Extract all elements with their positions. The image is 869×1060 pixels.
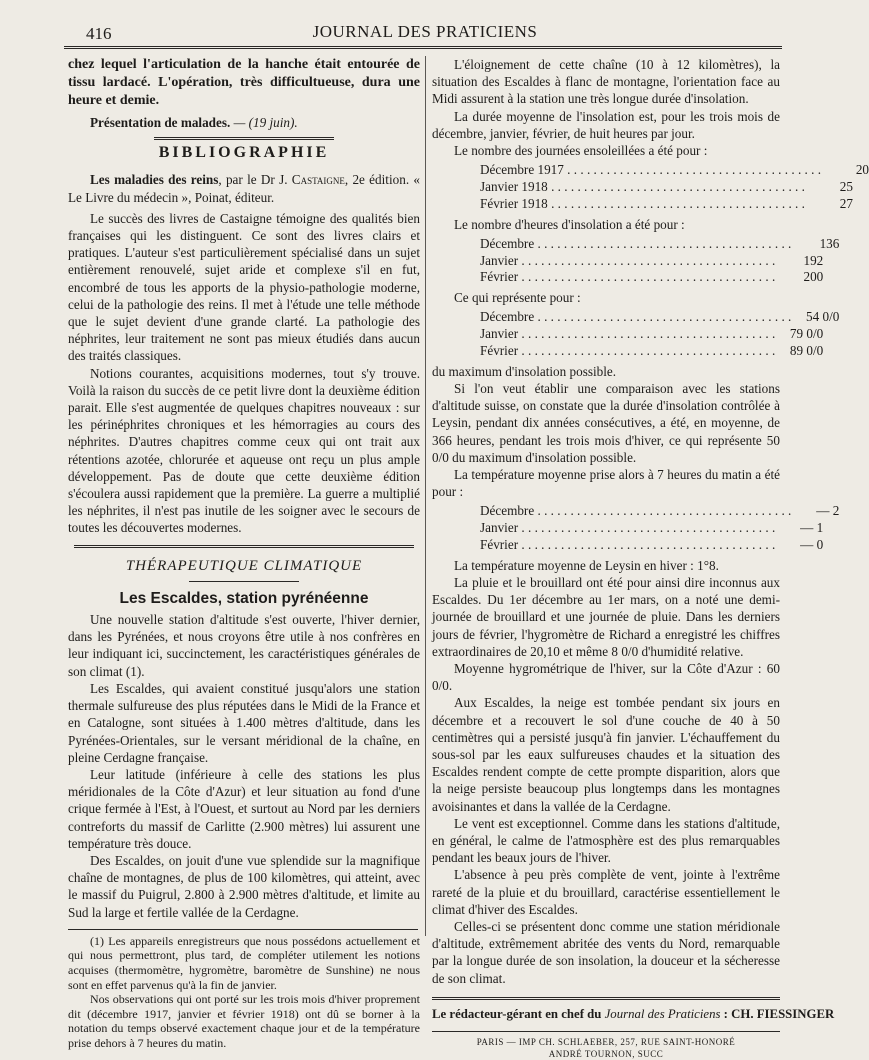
page-number: 416 (86, 24, 112, 43)
table-row (480, 502, 840, 519)
right-paragraph-8: La température moyenne prise alors à 7 heures du matin a été pour : (432, 467, 780, 500)
row-label: Février . . . (480, 268, 775, 285)
presentation-label: Présentation de malades. (90, 115, 231, 130)
table-row (480, 195, 853, 212)
table-row (480, 325, 824, 342)
right-paragraph-1: L'éloignement de cette chaîne (10 à 12 kilomètres), la situation des Escaldes à flanc de montagne, l'orientation face au Midi assurent à la station une très longue durée d'insolation. (432, 57, 780, 107)
signature-journal: Journal des Praticiens (604, 1006, 721, 1021)
row-value: 192 (803, 252, 824, 268)
row-label: Décembre . . . (480, 502, 791, 519)
right-paragraph-13: Le vent est exceptionnel. Comme dans les stations d'altitude, en général, le calme de l'atmosphère est des plus remarquables pendant les beaux jours de l'hiver. (432, 815, 780, 866)
footnote-1: (1) Les appareils enregistreurs que nous possédons actuellement et qui nous permettront, plus tard, de compléter utilement les notions acquises (thermomètre, hygromètre, baromètre de Sunshine) ne nous sont en effet parvenus qu'à la fin de janvier. (68, 933, 420, 992)
right-paragraph-11: Moyenne hygrométrique de l'hiver, sur la Côte d'Azur : 60 0/0. (432, 661, 780, 694)
right-paragraph-4: Le nombre d'heures d'insolation a été pour : (454, 216, 685, 232)
header-rule (64, 46, 782, 49)
bibliography-rule (154, 137, 334, 140)
row-value: 89 0/0 (789, 343, 824, 358)
journal-title: JOURNAL DES PRATICIENS (312, 22, 538, 41)
row-label: Février . . . (480, 342, 775, 359)
row-value: 27 (839, 195, 853, 211)
row-label: Janvier . . . (480, 519, 775, 536)
table-row (480, 235, 840, 252)
row-value: 200 (803, 269, 824, 285)
right-paragraph-9: La température moyenne de Leysin en hiver : 1°8. (454, 557, 719, 573)
footnote-rule (68, 929, 418, 930)
book-details: , 2e édition. « Le Livre du médecin », Poinat, éditeur. (68, 172, 420, 205)
printer-line-2: ANDRÉ TOURNON, SUCC (548, 1049, 664, 1060)
article-paragraph-3: Leur latitude (inférieure à celle des stations les plus méridionales de la Côte d'Azur) et leur situation au fond d'une crique fermée à l'Est, à l'Ouest, et surtout au Nord par les derniers contreforts du massif de Carlitte (2.900 mètres) lui assurent une température très douce. (68, 766, 420, 851)
right-paragraph-3: Le nombre des journées ensoleillées a été pour : (454, 143, 708, 159)
book-title: Les maladies des reins (90, 172, 219, 188)
article-paragraph-4: Des Escaldes, on jouit d'une vue splendide sur la magnifique chaîne de montagnes, de plus de 100 kilomètres, qui atteint, avec le massif du Puigrul, 2.800 à 2.900 mètres d'altitude, et limite au Sud la large et fertile vallée de la Cerdagne. (68, 852, 420, 920)
row-label: Janvier 1918 . . . (480, 178, 805, 195)
right-paragraph-7: Si l'on veut établir une comparaison avec les stations d'altitude suisse, on constate que la durée d'insolation contrôlée à Leysin, pendant dix années consécutives, a été, en moyenne, de 366 heures, pendant les trois mois d'hiver, ce qui représente 50 0/0 du maximum d'insolation possible. (432, 381, 780, 465)
table-row (480, 252, 824, 269)
printer-imprint (432, 1036, 780, 1060)
sunshine-percent-table (480, 308, 840, 358)
left-column (68, 56, 420, 1050)
temperature-table (480, 502, 840, 553)
row-value: 25 (839, 179, 853, 195)
row-value: 136 (819, 235, 840, 251)
row-label: Décembre . . . (480, 235, 791, 252)
therapeutique-rule (74, 545, 414, 548)
right-paragraph-15: Celles-ci se présentent donc comme une station méridionale d'altitude, extrêmement abritée des vents du Nord, remarquable par la longue durée de son insolation, la douceur et la sécheresse de son climat. (432, 919, 780, 986)
right-column (432, 56, 869, 1060)
row-value: 54 0/0 (806, 309, 840, 325)
printer-rule (432, 1031, 780, 1032)
presentation-line (68, 114, 420, 131)
row-label: Janvier . . . (480, 325, 775, 342)
right-paragraph-10: La pluie et le brouillard ont été pour ainsi dire inconnus aux Escaldes. Du 1er décembre au 1er mars, on a noté une demi-journée de brouillard et une journée de pluie. Dans les derniers jours de février, l'hygromètre de Richard a enregistré les chiffres extraordinaires de 20,10 et même 8 0/0 d'humidité relative. (432, 575, 780, 659)
row-label: Février 1918 . . . (480, 195, 805, 212)
page-header (72, 20, 778, 46)
row-label: Janvier . . . (480, 252, 775, 269)
right-paragraph-6: du maximum d'insolation possible. (432, 363, 617, 379)
row-value: 20 (855, 162, 869, 178)
table-row (480, 519, 824, 536)
row-label: Février . . . (480, 536, 775, 553)
article-title: Les Escaldes, station pyrénéenne (119, 589, 369, 607)
intro-paragraph: chez lequel l'articulation de la hanche était entourée de tissu lardacé. L'opération, très difficultueuse, dura une heure et demie. (68, 57, 420, 108)
signature-line (432, 1006, 835, 1023)
presentation-date: — (19 juin). (230, 115, 298, 130)
signature-rule (432, 997, 780, 1000)
sunny-days-table (480, 161, 869, 211)
bibliography-paragraph-2: Notions courantes, acquisitions modernes, tout s'y trouve. Voilà la raison du succès de ce petit livre dont la deuxième édition parait. Elle s'est augmentée de quelques chapitres nouveaux : sur les périnéphrites chroniques et les hémorragies au cours des néphrites. D'autres chapitres comme ceux qui ont trait aux rétentions azotée, chlorurée et aqueuse ont reçu un plus ample développement. Pas de doute que cette deuxième édition s'écoulera aussi rapidement que la première. La guerre a multiplié les néphrites, il n'est pas inutile de les soigner avec le secours de toutes les découvertes modernes. (68, 365, 420, 536)
right-paragraph-12: Aux Escaldes, la neige est tombée pendant six jours en décembre et a recouvert le sol d'une couche de 40 à 50 centimètres qui a persisté jusqu'à fin janvier. L'échauffement du sous-sol par les eaux sulfureuses chaudes et la situation des Escaldes rendent compte de cette prompte disparition, alors que la neige persiste beaucoup plus longtemps dans les montagnes avoisinantes et dans la vallée de la Cerdagne. (432, 695, 780, 814)
right-paragraph-5: Ce qui représente pour : (454, 290, 581, 306)
bibliography-paragraph-1: Le succès des livres de Castaigne témoigne des qualités bien françaises qui les distinguent. Ce sont des livres clairs et pratiques. L'auteur s'est particulièrement spécialisé dans un sujet entièrement renouvelé, sujet aride et complexe s'il en fut, encombré de tous les apports de la physio-pathologie moderne, celui de la pathologie des reins. Il met à l'étude une telle méthode que le sujet devient d'une grande clarté. La pathologie des néphrites, leur traitement ne sont pas mieux étudiés dans aucun des traités classiques. (68, 210, 420, 364)
article-paragraph-1: Une nouvelle station d'altitude s'est ouverte, l'hiver dernier, dans les Pyrénées, et nous croyons être utile à nos confrères en leur indiquant ici, succinctement, les caractéristiques générales de son climat (1). (68, 612, 420, 679)
table-row (480, 178, 853, 195)
signature-prefix: Le rédacteur-gérant en chef du (432, 1006, 605, 1021)
printer-line-1: PARIS — IMP CH. SCHLAEBER, 257, RUE SAINT-HONORÉ (476, 1037, 736, 1048)
section-subrule (189, 581, 299, 582)
row-value: — 0 (800, 537, 824, 553)
article-paragraph-2: Les Escaldes, qui avaient constitué jusqu'alors une station thermale sulfureuse des plus réputées dans le Midi de la France et en Catalogne, sont situées à 1.400 mètres d'altitude, dans les Pyrénées-Orientales, sur le versant méridional de la chaîne, en pleine Cerdagne française. (68, 680, 420, 765)
bibliography-heading (68, 171, 420, 205)
footnote-2: Nos observations qui ont porté sur les trois mois d'hiver proprement dit (décembre 1917, janvier et février 1918) ont dû se borner à la notation du temps observé exactement chaque jour et de la température prise dehors à 7 heures du matin. (68, 992, 420, 1050)
row-value: — 1 (800, 520, 824, 536)
row-value: 79 0/0 (789, 326, 824, 342)
table-row (480, 536, 824, 553)
row-value: — 2 (816, 503, 840, 519)
signature-name: : CH. FIESSINGER (720, 1006, 835, 1021)
sunshine-hours-table (480, 235, 840, 285)
table-row (480, 268, 824, 285)
row-label: Décembre 1917 . . . (480, 161, 821, 178)
book-author-prefix: , par le Dr J. (218, 172, 292, 188)
bibliography-title: BIBLIOGRAPHIE (158, 144, 330, 162)
right-paragraph-2: La durée moyenne de l'insolation est, pour les trois mois de décembre, janvier, février, de huit heures par jour. (432, 108, 780, 141)
right-paragraph-14: L'absence à peu près complète de vent, jointe à l'extrême rareté de la pluie et du brouillard, caractérise essentiellement le climat d'hiver des Escaldes. (432, 867, 780, 917)
row-label: Décembre . . . (480, 308, 791, 325)
book-author: Castaigne (291, 172, 345, 188)
table-row (480, 308, 840, 325)
column-divider (425, 56, 426, 936)
table-row (480, 342, 824, 359)
section-title: THÉRAPEUTIQUE CLIMATIQUE (125, 557, 363, 574)
table-row (480, 161, 869, 178)
